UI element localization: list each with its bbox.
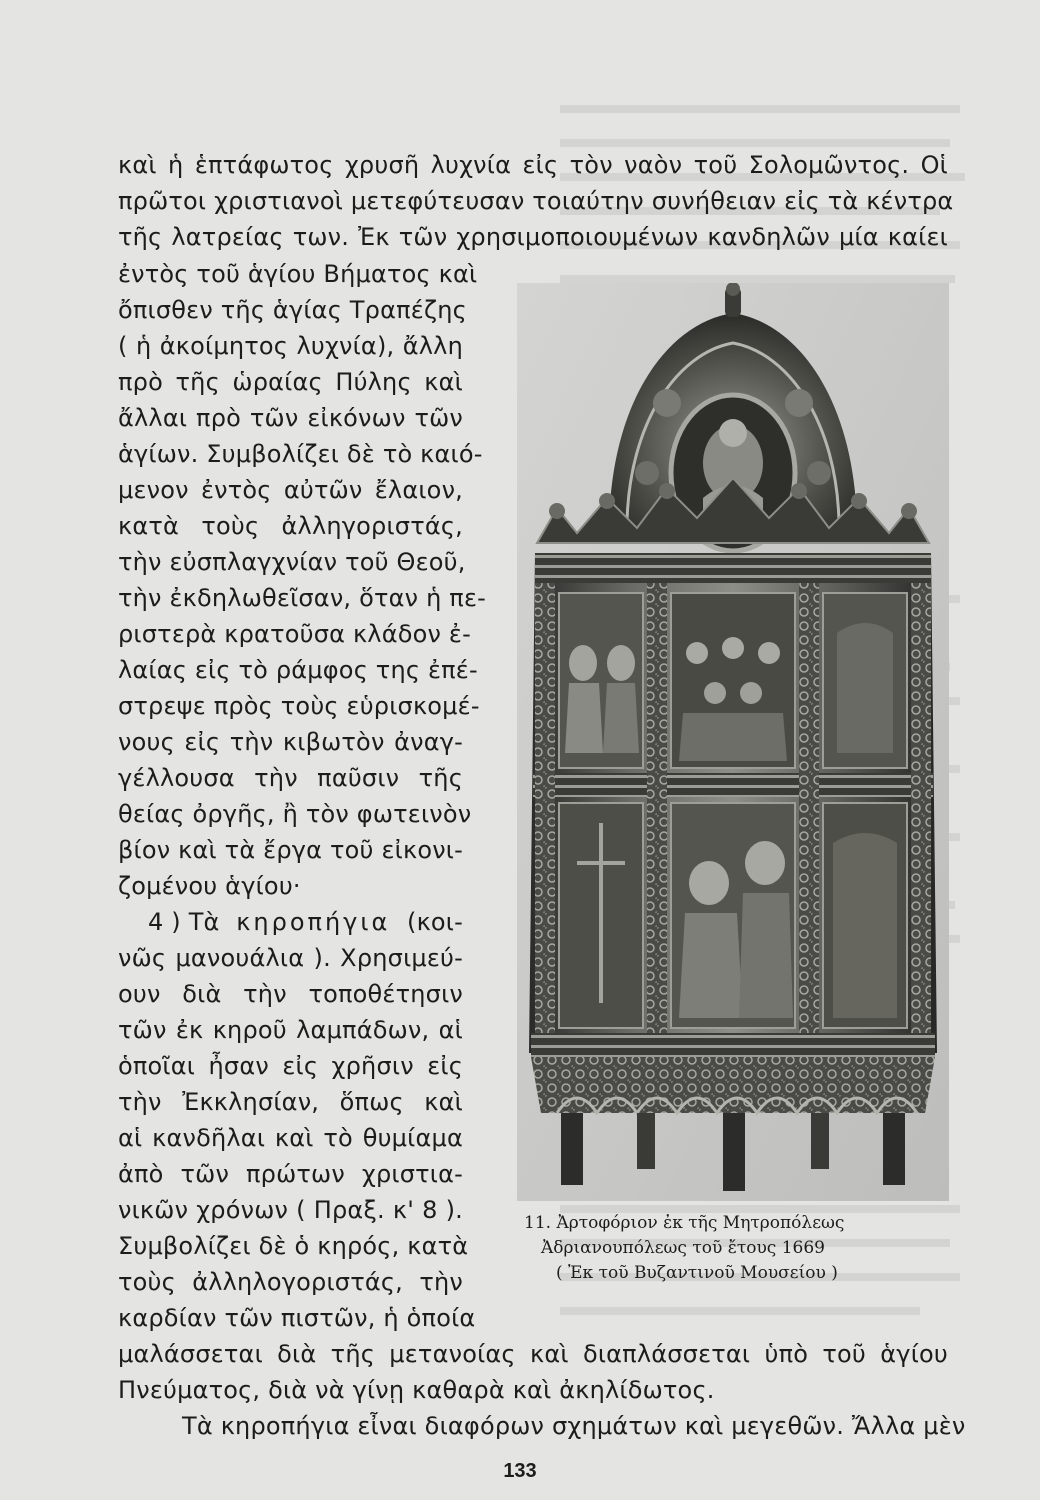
body-text-line: καὶ ἡ ἑπτάφωτος χρυσῆ λυχνία εἰς τὸν ναὸν τοῦ Σολομῶντος. Οἱ [118,151,948,179]
body-text-line: ὄπισθεν τῆς ἁγίας Τραπέζης [118,296,467,324]
body-text-line: ἄλλαι πρὸ τῶν εἰκόνων τῶν [118,404,463,432]
body-text-line: λαίας εἰς τὸ ράμφος της ἐπέ- [118,656,478,684]
body-text-line: Συμβολίζει δὲ ὁ κηρός, κατὰ [118,1232,469,1260]
artophorion-photo [517,283,949,1201]
section-heading-tail: (κοι- [407,908,463,936]
body-text-line: αἱ κανδῆλαι καὶ τὸ θυμίαμα [118,1124,463,1152]
body-text-line: ἀπὸ τῶν πρώτων χριστια- [118,1160,463,1188]
body-text-line: Τὰ κηροπήγια εἶναι διαφόρων σχημάτων καὶ μεγεθῶν. Ἄλλα μὲν [182,1412,966,1440]
body-text-line: τὴν εὐσπλαγχνίαν τοῦ Θεοῦ, [118,548,466,576]
body-text-line: πρῶτοι χριστιανοὶ μετεφύτευσαν τοιαύτην συνήθειαν εἰς τὰ κέντρα [118,187,954,215]
body-text-line: νους εἰς τὴν κιβωτὸν ἀναγ- [118,728,463,756]
body-text-line: μαλάσσεται διὰ τῆς μετανοίας καὶ διαπλάσσεται ὑπὸ τοῦ ἁγίου [118,1340,948,1368]
artophorion-illustration [517,283,949,1201]
figure-caption-line: ( Ἐκ τοῦ Βυζαντινοῦ Μουσείου ) [556,1263,838,1283]
body-text-line: ὁποῖαι ἦσαν εἰς χρῆσιν εἰς [118,1052,463,1080]
body-text-line: τὴν Ἐκκλησίαν, ὅπως καὶ [118,1088,463,1116]
body-text-line: τῆς λατρείας των. Ἐκ τῶν χρησιμοποιουμένων κανδηλῶν μία καίει [118,223,948,251]
body-text-line: Πνεύματος, διὰ νὰ γίνῃ καθαρὰ καὶ ἀκηλίδωτος. [118,1376,715,1404]
body-text-line: ( ἡ ἀκοίμητος λυχνία), ἄλλη [118,332,463,360]
body-text-line: ουν διὰ τὴν τοποθέτησιν [118,980,463,1008]
body-text-line: στρεψε πρὸς τοὺς εὑρισκομέ- [118,692,480,720]
body-text-line: θείας ὀργῆς, ἢ τὸν φωτεινὸν [118,800,472,828]
body-text-line: νῶς μανουάλια ). Χρησιμεύ- [118,944,463,972]
body-text-line: ζομένου ἁγίου· [118,872,301,900]
body-text-line: τοὺς ἀλληλογοριστάς, τὴν [118,1268,463,1296]
body-text-line: ἐντὸς τοῦ ἁγίου Βήματος καὶ [118,260,478,288]
section-heading-line [148,907,463,937]
page-number: 133 [503,1460,537,1482]
body-text-line: ἁγίων. Συμβολίζει δὲ τὸ καιό- [118,440,483,468]
body-text-line: καρδίαν τῶν πιστῶν, ἡ ὁποία [118,1304,476,1332]
body-text-line: νικῶν χρόνων ( Πραξ. κ' 8 ). [118,1196,463,1224]
section-number: 4 ) Τὰ [148,908,220,936]
body-text-line: ριστερὰ κρατοῦσα κλάδον ἐ- [118,620,471,648]
body-text-line: πρὸ τῆς ὡραίας Πύλης καὶ [118,368,463,396]
body-text-line: μενον ἐντὸς αὐτῶν ἔλαιον, [118,476,463,504]
body-text-line: κατὰ τοὺς ἀλληγοριστάς, [118,512,463,540]
figure-caption-line: 11. Ἀρτοφόριον ἐκ τῆς Μητροπόλεως [524,1213,845,1233]
body-text-line: γέλλουσα τὴν παῦσιν τῆς [118,764,463,792]
body-text-line: βίον καὶ τὰ ἔργα τοῦ εἰκονι- [118,836,463,864]
section-term: κηροπήγια [236,908,391,936]
body-text-line: τὴν ἐκδηλωθεῖσαν, ὅταν ἡ πε- [118,584,486,612]
artophorion-body [529,553,937,1057]
figure-caption-line: Ἀδριανουπόλεως τοῦ ἔτους 1669 [541,1238,825,1258]
body-text-line: τῶν ἐκ κηροῦ λαμπάδων, αἱ [118,1016,463,1044]
